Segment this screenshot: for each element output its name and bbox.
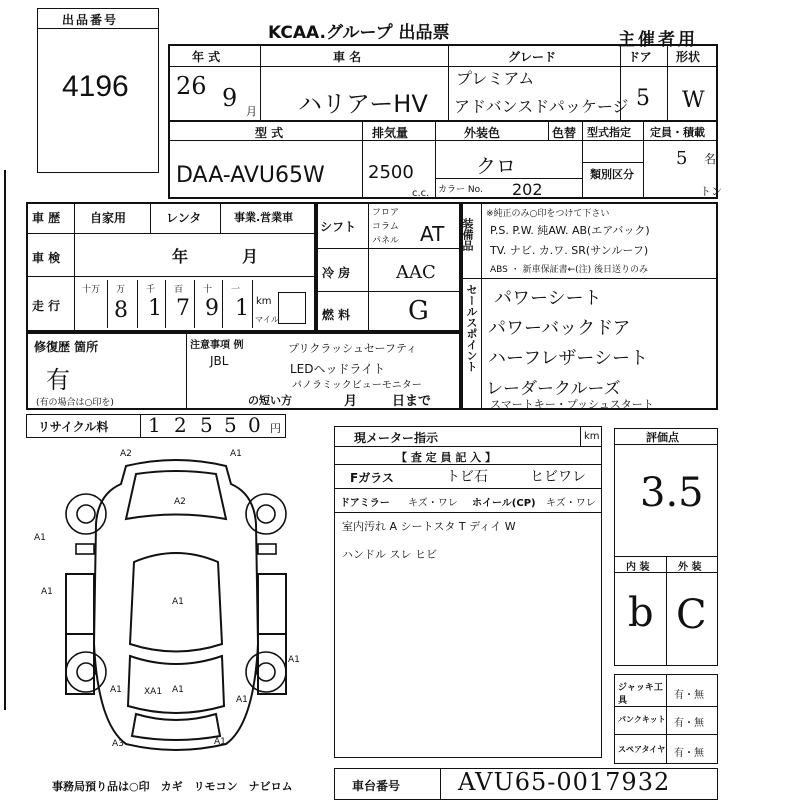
- mile-label: マイル: [255, 315, 279, 324]
- chassis-number: AVU65-0017932: [458, 768, 671, 796]
- damage-mark: A2: [174, 497, 186, 507]
- mileage-digit: 7: [176, 296, 190, 321]
- tool-value: 有・無: [674, 690, 704, 701]
- grade-line-1: プレミアム: [456, 69, 535, 88]
- recycle-digit: 0: [248, 413, 261, 437]
- private-use: 自家用: [90, 211, 127, 225]
- office-note: 事務局預り品は○印 カギ リモコン ナビロム: [52, 780, 293, 793]
- equipment-line-3: ABS ・ 新車保証書←(注) 後日送りのみ: [490, 265, 649, 275]
- shift-column: コラム: [372, 222, 399, 232]
- recycle-label: リサイクル料: [38, 420, 109, 434]
- inspection-month: 月: [242, 247, 259, 266]
- sale-point: スマートキー・プッシュスタート: [490, 398, 654, 411]
- sale-points-side-label: セールスポイント: [465, 284, 478, 372]
- digit-label: 百: [174, 285, 184, 295]
- tool-value: 有・無: [674, 748, 704, 759]
- damage-mark: A1: [41, 587, 53, 597]
- note-line: プリクラッシュセーフティ: [288, 342, 418, 355]
- shift-label: シフト: [320, 220, 357, 234]
- exterior-color-label: 外装色: [464, 126, 501, 140]
- note-line: パノラミックビューモニター: [292, 380, 422, 391]
- damage-mark: XA1: [144, 687, 163, 697]
- model-label: 型 式: [255, 126, 284, 140]
- yen-unit: 円: [270, 422, 281, 435]
- color-no-label: カラー No.: [438, 185, 483, 195]
- shift-floor: フロア: [372, 208, 400, 218]
- digit-label: 万: [116, 285, 126, 295]
- form-title: KCAA.グループ 出品票: [268, 23, 450, 43]
- sale-point: パワーシート: [494, 288, 602, 309]
- km-label: km: [256, 296, 272, 307]
- car-name-value: ハリアーHV: [298, 90, 428, 118]
- damage-mark: A1: [214, 737, 226, 747]
- notes-label: 注意事項 例: [190, 340, 244, 351]
- lot-number-label: 出品番号: [62, 13, 119, 27]
- meter-km: km: [584, 431, 600, 442]
- month-value: 9: [222, 84, 238, 112]
- history-label: 車 歴: [32, 211, 61, 225]
- fuel-label: 燃 料: [322, 308, 351, 322]
- rating-score: 3.5: [640, 470, 704, 516]
- ac-value: AAC: [396, 262, 436, 283]
- doors-label: ドア: [628, 50, 652, 64]
- note-line: LEDヘッドライト: [290, 362, 386, 376]
- front-glass-label: Fガラス: [350, 471, 394, 485]
- equipment-line-2: TV. ナビ. カ.ワ. SR(サンルーフ): [490, 244, 649, 257]
- note-line: JBL: [210, 354, 229, 368]
- mirror-label: ドアミラー: [340, 498, 390, 509]
- damage-mark: A2: [120, 449, 132, 459]
- model-value: DAA-AVU65W: [176, 163, 325, 188]
- inspector-comment: ハンドル スレ ヒビ: [342, 548, 437, 561]
- mileage-digit: 1: [235, 296, 249, 321]
- damage-mark: A1: [110, 685, 122, 695]
- month-unit: 月: [246, 105, 257, 118]
- front-glass-crack: ヒビワレ: [530, 469, 586, 485]
- color-code-value: 202: [512, 180, 543, 199]
- capacity-value: 5: [676, 148, 688, 169]
- equipment-note: ※純正のみ○印をつけて下さい: [486, 209, 610, 219]
- grade-line-2: アドバンスドパッケージ: [454, 97, 629, 116]
- mileage-digit: 8: [114, 298, 128, 323]
- inspector-header: 【 査 定 員 記 入 】: [396, 451, 496, 464]
- notes-month: 月: [344, 394, 358, 409]
- digit-label: 十万: [82, 285, 101, 295]
- recycle-digit: 1: [148, 413, 161, 437]
- mileage-label: 走 行: [32, 299, 61, 313]
- doors-value: 5: [636, 86, 650, 111]
- rental-use: レンタ: [166, 211, 202, 225]
- repair-value: 有: [46, 366, 70, 394]
- exterior-label: 外 装: [678, 562, 702, 573]
- ton-unit: トン: [700, 185, 722, 198]
- shift-value: AT: [420, 222, 445, 246]
- damage-mark: A1: [34, 533, 46, 543]
- car-damage-diagram: [26, 444, 326, 774]
- damage-mark: A1: [172, 597, 184, 607]
- tool-label: パンクキット: [618, 715, 666, 724]
- lot-number: 4196: [62, 70, 129, 103]
- sale-point: ハーフレザーシート: [488, 348, 649, 369]
- mirror-value: キズ・ワレ: [408, 498, 458, 509]
- body-type-label: 形状: [676, 50, 701, 64]
- damage-mark: A3: [112, 739, 124, 749]
- grade-label: グレード: [508, 50, 557, 64]
- mileage-digit: 1: [148, 296, 162, 321]
- sale-point: パワーバックドア: [488, 318, 631, 339]
- recycle-digit: 5: [200, 413, 213, 437]
- wheel-value: キズ・ワレ: [546, 498, 596, 509]
- ac-label: 冷 房: [322, 266, 351, 280]
- tool-label: スペアタイヤ: [618, 745, 666, 754]
- notes-until-label: の短い方: [248, 394, 292, 407]
- sale-point: レーダークルーズ: [486, 379, 621, 399]
- model-spec-label: 型式指定: [587, 126, 631, 139]
- damage-mark: A1: [230, 449, 242, 459]
- wheel-label: ホイール(CP): [472, 498, 536, 509]
- digit-label: 千: [146, 285, 156, 295]
- interior-label: 内 装: [626, 562, 650, 573]
- exterior-grade: C: [676, 592, 707, 638]
- damage-mark: A1: [288, 655, 300, 665]
- capacity-label: 定員・積載: [650, 126, 705, 139]
- recycle-digit: 2: [174, 413, 187, 437]
- cc-unit: c.c.: [412, 188, 430, 199]
- inspector-comment: 室内汚れ A シートスタ T ディイ W: [342, 520, 516, 533]
- commercial-use: 事業.営業車: [234, 211, 294, 224]
- chassis-label: 車台番号: [352, 779, 401, 793]
- left-margin-line: [4, 170, 6, 710]
- interior-grade: b: [628, 590, 654, 636]
- equipment-side-label: 装備品: [461, 218, 474, 251]
- equipment-line-1: P.S. P.W. 純AW. AB(エアバック): [490, 224, 650, 237]
- body-type-value: W: [682, 88, 705, 113]
- mileage-digit: 9: [205, 296, 219, 321]
- damage-mark: A1: [236, 695, 248, 705]
- repair-label: 修復歴 箇所: [34, 340, 99, 354]
- recycle-digit: 5: [224, 413, 237, 437]
- year-label: 年 式: [192, 50, 221, 64]
- displacement-label: 排気量: [372, 126, 409, 140]
- tool-label: ジャッキ工具: [618, 683, 663, 706]
- category-label: 類別区分: [590, 168, 634, 181]
- damage-mark: A1: [172, 685, 184, 695]
- displacement-value: 2500: [368, 162, 414, 183]
- front-glass-chip: トビ石: [446, 469, 488, 485]
- persons-unit: 名: [704, 152, 717, 166]
- repair-note: (有の場合は○印を): [36, 398, 114, 408]
- digit-label: 一: [231, 285, 241, 295]
- organizer-use: 主催者用: [618, 30, 698, 50]
- inspection-year: 年: [172, 247, 189, 266]
- exterior-color-value: クロ: [476, 154, 516, 178]
- notes-day: 日まで: [392, 394, 432, 409]
- mileage-check-box: [278, 292, 306, 324]
- shift-panel: パネル: [372, 236, 400, 246]
- tool-value: 有・無: [674, 718, 704, 729]
- inspection-label: 車 検: [32, 251, 61, 265]
- fuel-value: G: [408, 296, 429, 326]
- car-name-label: 車 名: [333, 50, 362, 64]
- color-change-label: 色替: [552, 126, 577, 140]
- year-value: 26: [176, 72, 207, 100]
- digit-label: 十: [203, 285, 213, 295]
- meter-label: 現メーター指示: [354, 431, 439, 445]
- rating-label: 評価点: [646, 431, 679, 444]
